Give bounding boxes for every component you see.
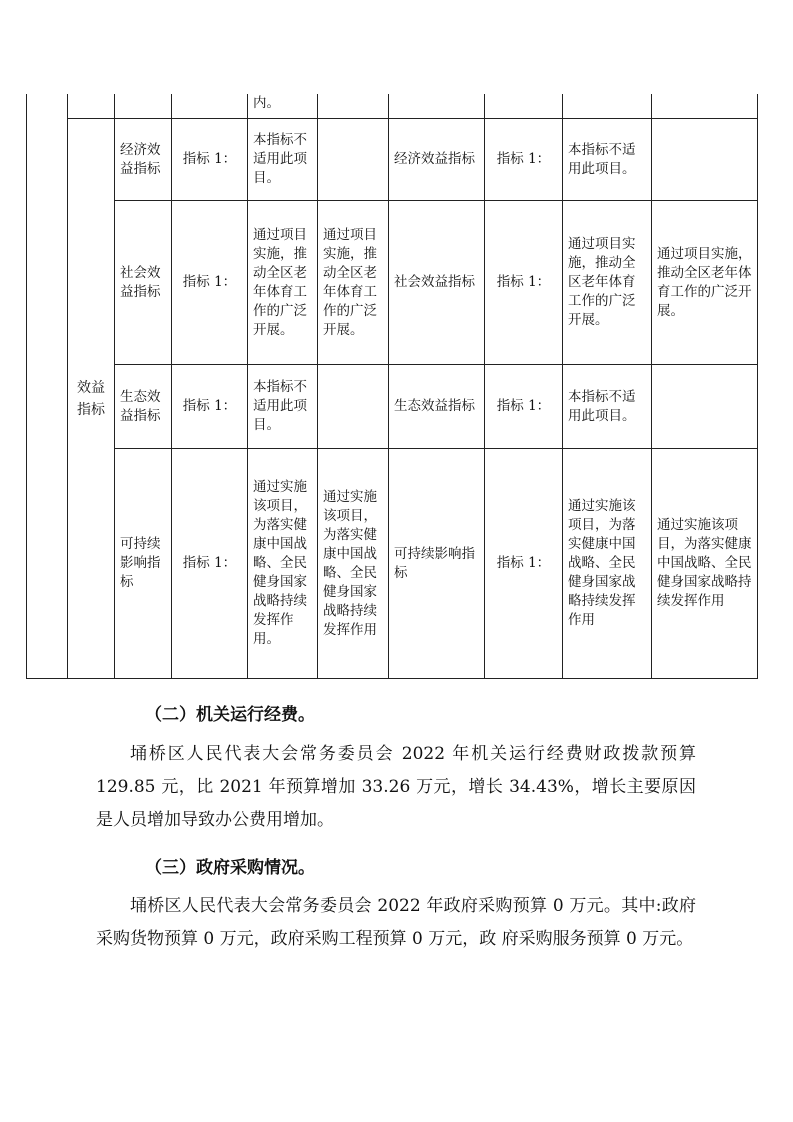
indicator-target: 通过项目实施，推动全区老年体育工作的广泛开展。 (318, 201, 389, 365)
table-cell (485, 94, 563, 119)
sub-category-cell: 可持续影响指标 (389, 449, 485, 679)
indicator-label: 指标 1： (172, 201, 248, 365)
table-row (27, 365, 758, 449)
table-cell (318, 94, 389, 119)
effect-indicator-category: 效益指标 (68, 119, 115, 679)
table-row (27, 449, 758, 679)
indicator-target: 通过实施该项目，为落实健康中国战略、全民健身国家战略持续发挥作用 (652, 449, 758, 679)
indicator-value: 本指标不适用此项目。 (248, 119, 318, 201)
indicator-target (318, 119, 389, 201)
indicator-value: 本指标不适用此项目。 (563, 365, 652, 449)
indicator-target: 通过项目实施，推动全区老年体育工作的广泛开展。 (652, 201, 758, 365)
sub-category-cell: 生态效益指标 (115, 365, 172, 449)
indicator-label: 指标 1： (485, 119, 563, 201)
table-cell (68, 94, 115, 119)
indicator-label: 指标 1： (485, 449, 563, 679)
indicator-label: 指标 1： (485, 201, 563, 365)
sub-category-cell: 经济效益指标 (115, 119, 172, 201)
sub-category-cell: 经济效益指标 (389, 119, 485, 201)
table-cell (172, 94, 248, 119)
sub-category-cell: 生态效益指标 (389, 365, 485, 449)
sub-category-cell: 可持续影响指标 (115, 449, 172, 679)
indicator-target (318, 365, 389, 449)
indicator-label: 指标 1： (485, 365, 563, 449)
procurement-paragraph: 埇桥区人民代表大会常务委员会 2022 年政府采购预算 0 万元。其中:政府采购货物预算 0 万元，政府采购工程预算 0 万元，政 府采购服务预算 0 万元。 (96, 896, 696, 949)
table-cell (115, 94, 172, 119)
indicator-value: 通过项目实施，推动全区老年体育工作的广泛开展。 (563, 201, 652, 365)
performance-indicator-table (26, 94, 758, 679)
indicator-target (652, 119, 758, 201)
sub-category-cell: 社会效益指标 (115, 201, 172, 365)
section-title-operating-funds: （二）机关运行经费。 (145, 705, 315, 725)
indicator-target (652, 365, 758, 449)
indicator-value: 本指标不适用此项目。 (248, 365, 318, 449)
indicator-value: 通过项目实施，推动全区老年体育工作的广泛开展。 (248, 201, 318, 365)
indicator-value: 通过实施该项目，为落实健康中国战略、全民健身国家战略持续发挥作用 (563, 449, 652, 679)
table-cell-value: 内。 (248, 94, 318, 119)
indicator-target: 通过实施该项目，为落实健康中国战略、全民健身国家战略持续发挥作用 (318, 449, 389, 679)
sub-category-cell: 社会效益指标 (389, 201, 485, 365)
table-row (27, 201, 758, 365)
table-row-partial (27, 94, 758, 119)
indicator-label: 指标 1： (172, 449, 248, 679)
operating-funds-paragraph: 埇桥区人民代表大会常务委员会 2022 年机关运行经费财政拨款预算 129.85 元，比 2021 年预算增加 33.26 万元，增长 34.43%，增长主要原因是人员增加导致办公费用增加。 (96, 744, 696, 830)
section-title-procurement: （三）政府采购情况。 (145, 858, 315, 878)
indicator-value: 本指标不适用此项目。 (563, 119, 652, 201)
table-left-margin-cell (27, 94, 68, 679)
table-cell (563, 94, 652, 119)
indicator-label: 指标 1： (172, 365, 248, 449)
table-row (27, 119, 758, 201)
table-cell (652, 94, 758, 119)
indicator-label: 指标 1： (172, 119, 248, 201)
table-cell (389, 94, 485, 119)
indicator-value: 通过实施该项目，为落实健康中国战略、全民健身国家战略持续发挥作用。 (248, 449, 318, 679)
